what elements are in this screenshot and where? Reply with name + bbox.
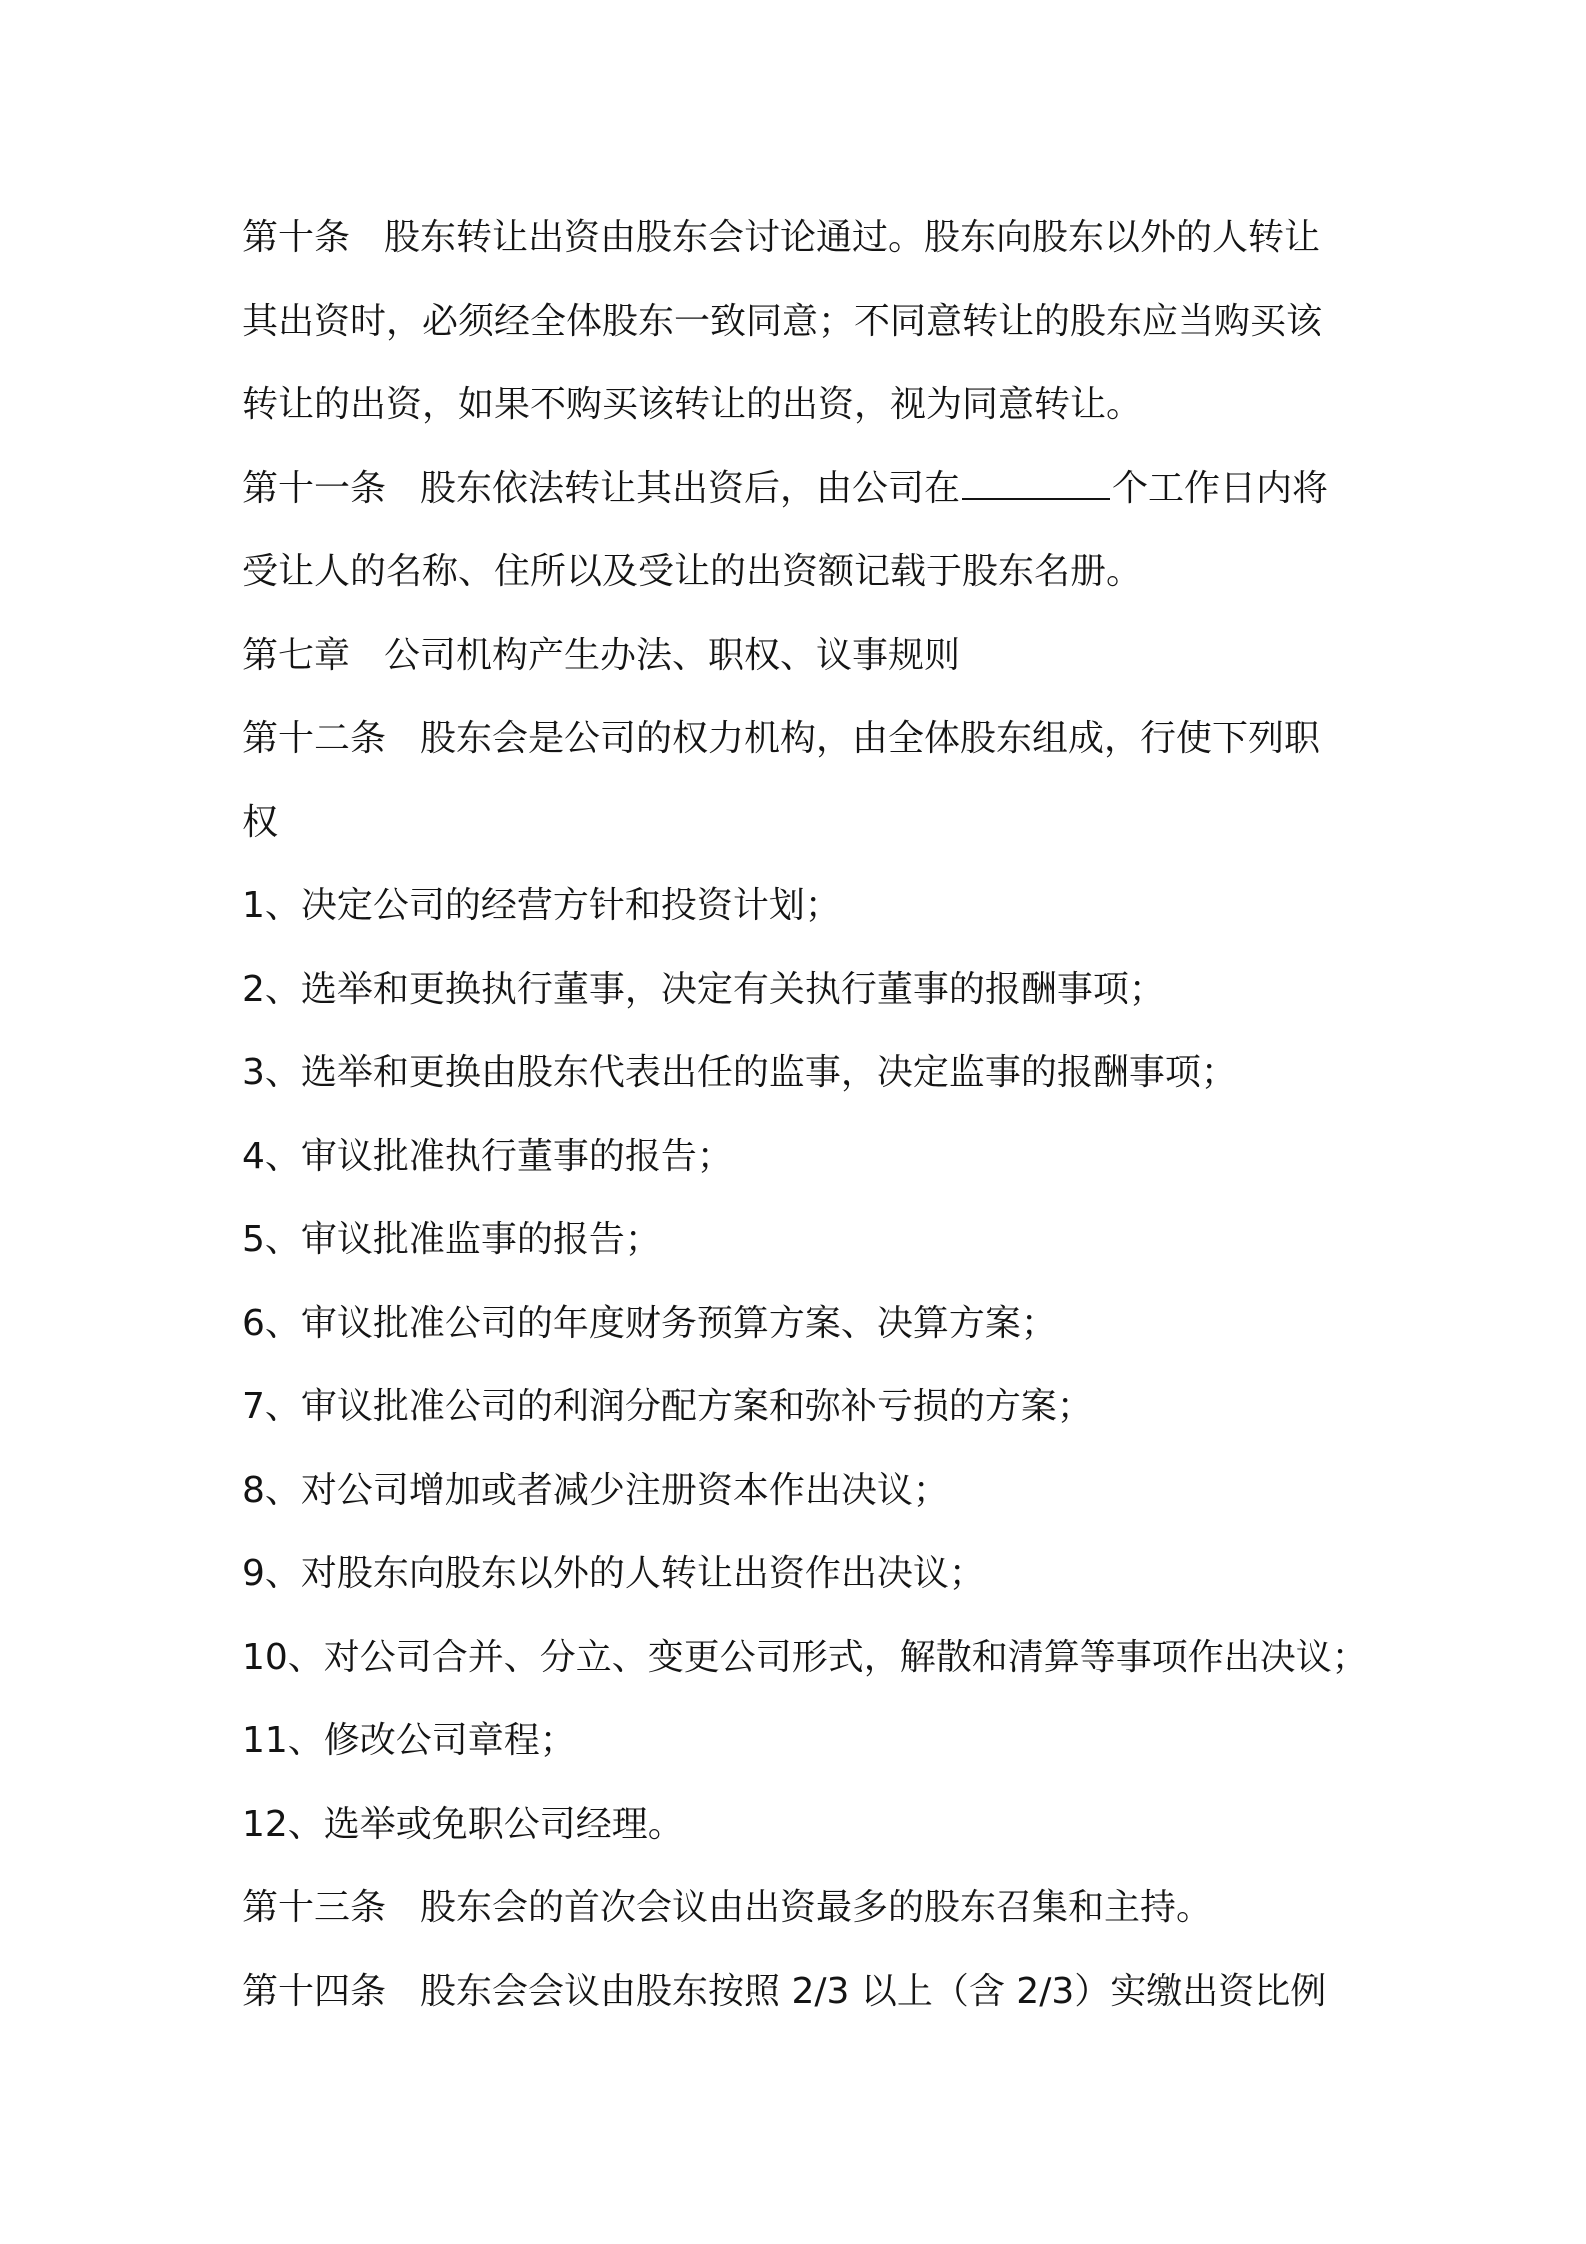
article-11-text-before-blank: 股东依法转让其出资后，由公司在 <box>420 467 961 509</box>
list-item: 7、审议批准公司的利润分配方案和弥补亏损的方案； <box>242 1386 1093 1427</box>
list-item: 11、修改公司章程； <box>242 1720 576 1761</box>
article-11-text-after-blank: 个工作日内将 <box>1112 467 1329 509</box>
article-12-text-2: 权 <box>242 801 279 843</box>
article-14-number: 第十四条 <box>242 1970 387 2012</box>
chapter-7-title: 公司机构产生办法、职权、议事规则 <box>384 634 961 676</box>
chapter-7-number: 第七章 <box>242 634 351 676</box>
article-10-line-2 <box>242 280 1360 364</box>
article-10-line-3 <box>242 363 1360 447</box>
article-14-line <box>242 1950 1360 2034</box>
article-11-text-2: 受让人的名称、住所以及受让的出资额记载于股东名册。 <box>242 551 1143 592</box>
list-item: 8、对公司增加或者减少注册资本作出决议； <box>242 1469 949 1511</box>
list-item: 1、决定公司的经营方针和投资计划； <box>242 885 841 926</box>
article-13-line <box>242 1866 1360 1950</box>
article-12-text-1: 股东会是公司的权力机构，由全体股东组成，行使下列职 <box>420 718 1321 759</box>
article-10-text-2: 其出资时，必须经全体股东一致同意；不同意转让的股东应当购买该 <box>242 300 1323 342</box>
list-item: 5、审议批准监事的报告； <box>242 1219 661 1260</box>
article-10-line-1 <box>242 196 1360 280</box>
article-13-number: 第十三条 <box>242 1887 387 1928</box>
article-11-line-2 <box>242 530 1360 614</box>
article-10-text-3: 转让的出资，如果不购买该转让的出资，视为同意转让。 <box>242 384 1143 425</box>
list-item: 6、审议批准公司的年度财务预算方案、决算方案； <box>242 1302 1057 1344</box>
article-13-text: 股东会的首次会议由出资最多的股东召集和主持。 <box>420 1887 1213 1928</box>
fill-in-blank-days[interactable] <box>962 468 1110 500</box>
list-item: 4、审议批准执行董事的报告； <box>242 1135 733 1177</box>
list-item: 12、选举或免职公司经理。 <box>242 1803 684 1845</box>
article-12-number: 第十二条 <box>242 718 387 759</box>
article-12-line-1 <box>242 697 1360 781</box>
article-12-line-2 <box>242 781 1360 865</box>
list-item: 9、对股东向股东以外的人转让出资作出决议； <box>242 1553 985 1594</box>
article-11-line-1 <box>242 447 1360 531</box>
article-11-number: 第十一条 <box>242 467 387 509</box>
article-10-number: 第十条 <box>242 217 351 258</box>
document-body <box>242 196 1368 2033</box>
article-14-text: 股东会会议由股东按照 2/3 以上（含 2/3）实缴出资比例 <box>420 1970 1327 2012</box>
list-item: 10、对公司合并、分立、变更公司形式，解散和清算等事项作出决议； <box>242 1636 1368 1678</box>
article-10-text-1: 股东转让出资由股东会讨论通过。股东向股东以外的人转让 <box>384 217 1321 258</box>
chapter-7-heading <box>242 614 1360 698</box>
list-item: 3、选举和更换由股东代表出任的监事，决定监事的报酬事项； <box>242 1052 1237 1093</box>
list-item: 2、选举和更换执行董事，决定有关执行董事的报酬事项； <box>242 968 1165 1010</box>
